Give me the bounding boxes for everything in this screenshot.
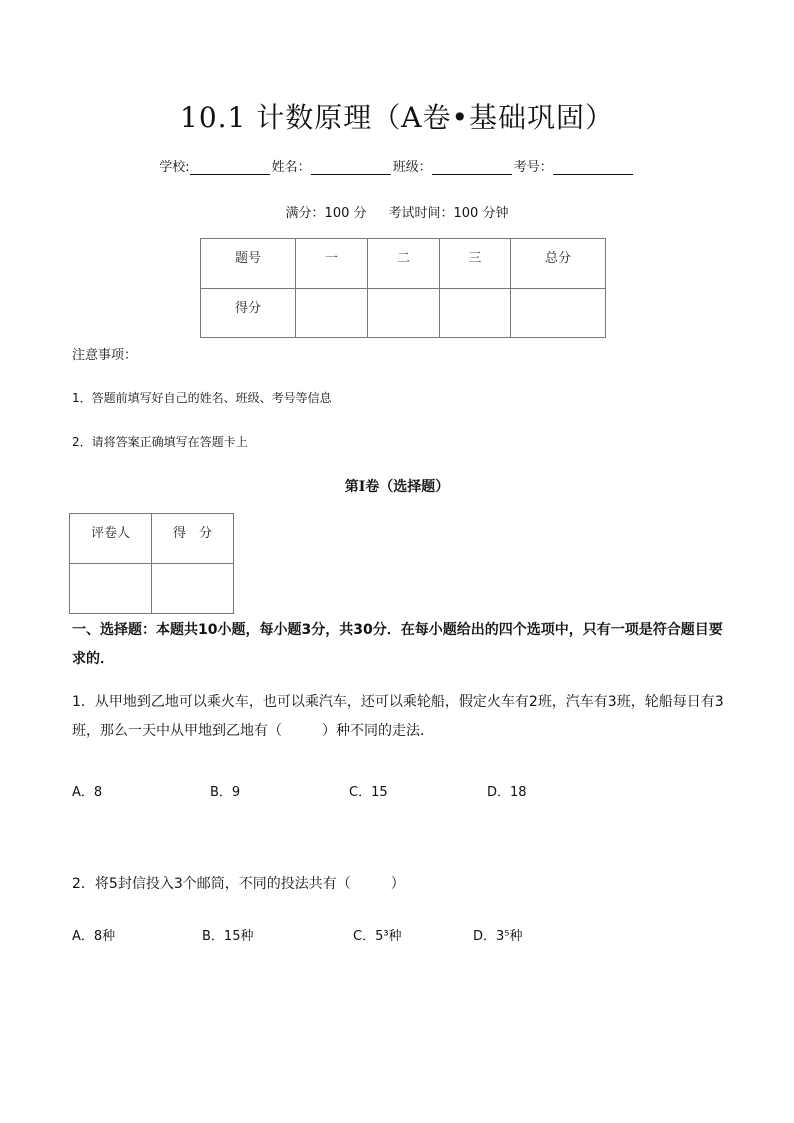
question-stem-tail: ）种不同的走法． — [322, 723, 434, 739]
student-info-line — [0, 156, 794, 175]
score-cell[interactable] — [511, 289, 606, 338]
score-table — [200, 238, 606, 338]
school-blank[interactable] — [190, 162, 270, 175]
class-blank[interactable] — [432, 162, 512, 175]
option-a[interactable]: A．8 — [72, 785, 103, 800]
grader-input-row — [70, 564, 234, 614]
option-c[interactable]: C．5³种 — [353, 929, 402, 944]
score-cell[interactable] — [368, 289, 440, 338]
grader-header-row — [70, 514, 234, 564]
grader-table — [69, 513, 234, 614]
option-b[interactable]: B．15种 — [202, 929, 254, 944]
option-b[interactable]: B．9 — [210, 785, 241, 800]
score-cell[interactable] — [440, 289, 511, 338]
part-heading: 一、选择题：本题共10小题，每小题3分，共30分．在每小题给出的四个选项中，只有一项是符合题目要求的． — [72, 622, 723, 667]
grader-cell[interactable] — [70, 564, 152, 614]
question-stem-tail: ） — [390, 876, 405, 892]
score-table-header-row — [201, 239, 606, 289]
class-label: 班级： — [392, 160, 432, 175]
option-d[interactable]: D．3⁵种 — [473, 929, 523, 944]
option-a[interactable]: A．8种 — [72, 929, 116, 944]
exam-no-blank[interactable] — [553, 162, 633, 175]
score-header-cell: 三 — [440, 239, 511, 289]
note-item: 2．请将答案正确填写在答题卡上 — [72, 435, 248, 449]
name-blank[interactable] — [311, 162, 391, 175]
notes-heading: 注意事项： — [72, 348, 138, 363]
score-row-label: 得分 — [201, 289, 296, 338]
grader-header-cell: 评卷人 — [70, 514, 152, 564]
score-cell[interactable] — [296, 289, 368, 338]
grader-score-cell[interactable] — [152, 564, 234, 614]
question-1 — [72, 688, 732, 746]
exam-meta — [0, 202, 794, 221]
question-stem: 1．从甲地到乙地可以乘火车，也可以乘汽车，还可以乘轮船，假定火车有2班，汽车有3班，轮船每日有3班，那么一天中从甲地到乙地有（ — [72, 694, 724, 739]
note-item: 1．答题前填写好自己的姓名、班级、考号等信息 — [72, 391, 332, 405]
score-header-cell: 二 — [368, 239, 440, 289]
exam-time: 考试时间：100 分钟 — [388, 206, 509, 221]
section-title: 第I卷（选择题） — [344, 479, 450, 495]
score-header-cell: 题号 — [201, 239, 296, 289]
school-label: 学校: — [159, 160, 190, 175]
full-score: 满分：100 分 — [285, 206, 367, 221]
exam-no-label: 考号： — [513, 160, 553, 175]
option-d[interactable]: D．18 — [487, 785, 527, 800]
score-header-cell: 总分 — [511, 239, 606, 289]
grader-header-cell: 得 分 — [152, 514, 234, 564]
question-stem: 2．将5封信投入3个邮筒，不同的投法共有（ — [72, 876, 351, 892]
score-header-cell: 一 — [296, 239, 368, 289]
option-c[interactable]: C．15 — [349, 785, 388, 800]
page-title: 10.1 计数原理（A卷•基础巩固） — [180, 101, 614, 134]
name-label: 姓名： — [271, 160, 311, 175]
score-table-score-row — [201, 289, 606, 338]
question-2 — [72, 870, 732, 899]
